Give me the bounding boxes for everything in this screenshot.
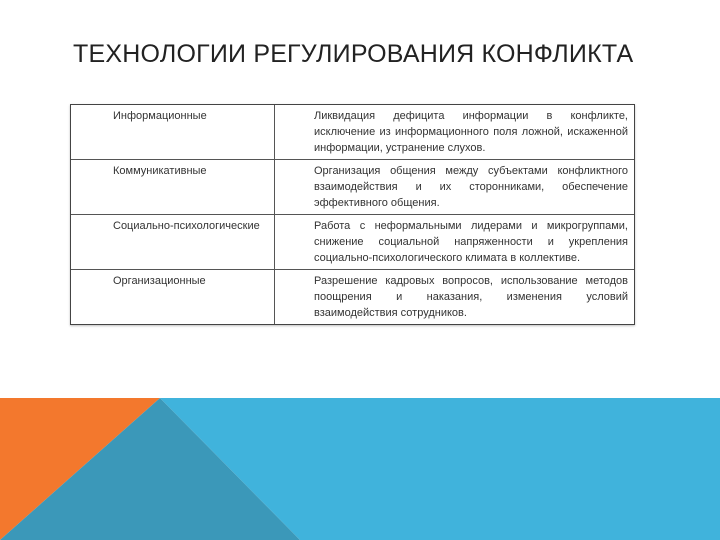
slide-title: ТЕХНОЛОГИИ РЕГУЛИРОВАНИЯ КОНФЛИКТА — [73, 40, 634, 68]
category-cell: Информационные — [71, 105, 275, 160]
description-cell: Разрешение кадровых вопросов, использование методов поощрения и наказания, изменения условий взаимодействия сотрудников. — [275, 270, 635, 325]
category-cell: Коммуникативные — [71, 160, 275, 215]
technologies-table — [70, 104, 635, 325]
table-row — [71, 160, 634, 215]
category-cell: Социально-психологические — [71, 215, 275, 270]
description-cell: Работа с неформальными лидерами и микрогруппами, снижение социальной напряженности и укрепления социально-психологического климата в коллективе. — [275, 215, 635, 270]
description-cell: Организация общения между субъектами конфликтного взаимодействия и их сторонниками, обеспечение эффективного общения. — [275, 160, 635, 215]
table-row — [71, 105, 634, 160]
category-cell: Организационные — [71, 270, 275, 325]
description-cell: Ликвидация дефицита информации в конфликте, исключение из информационного поля ложной, искаженной информации, устранение слухов. — [314, 110, 628, 154]
table-row — [71, 270, 634, 325]
table-row — [71, 215, 634, 270]
